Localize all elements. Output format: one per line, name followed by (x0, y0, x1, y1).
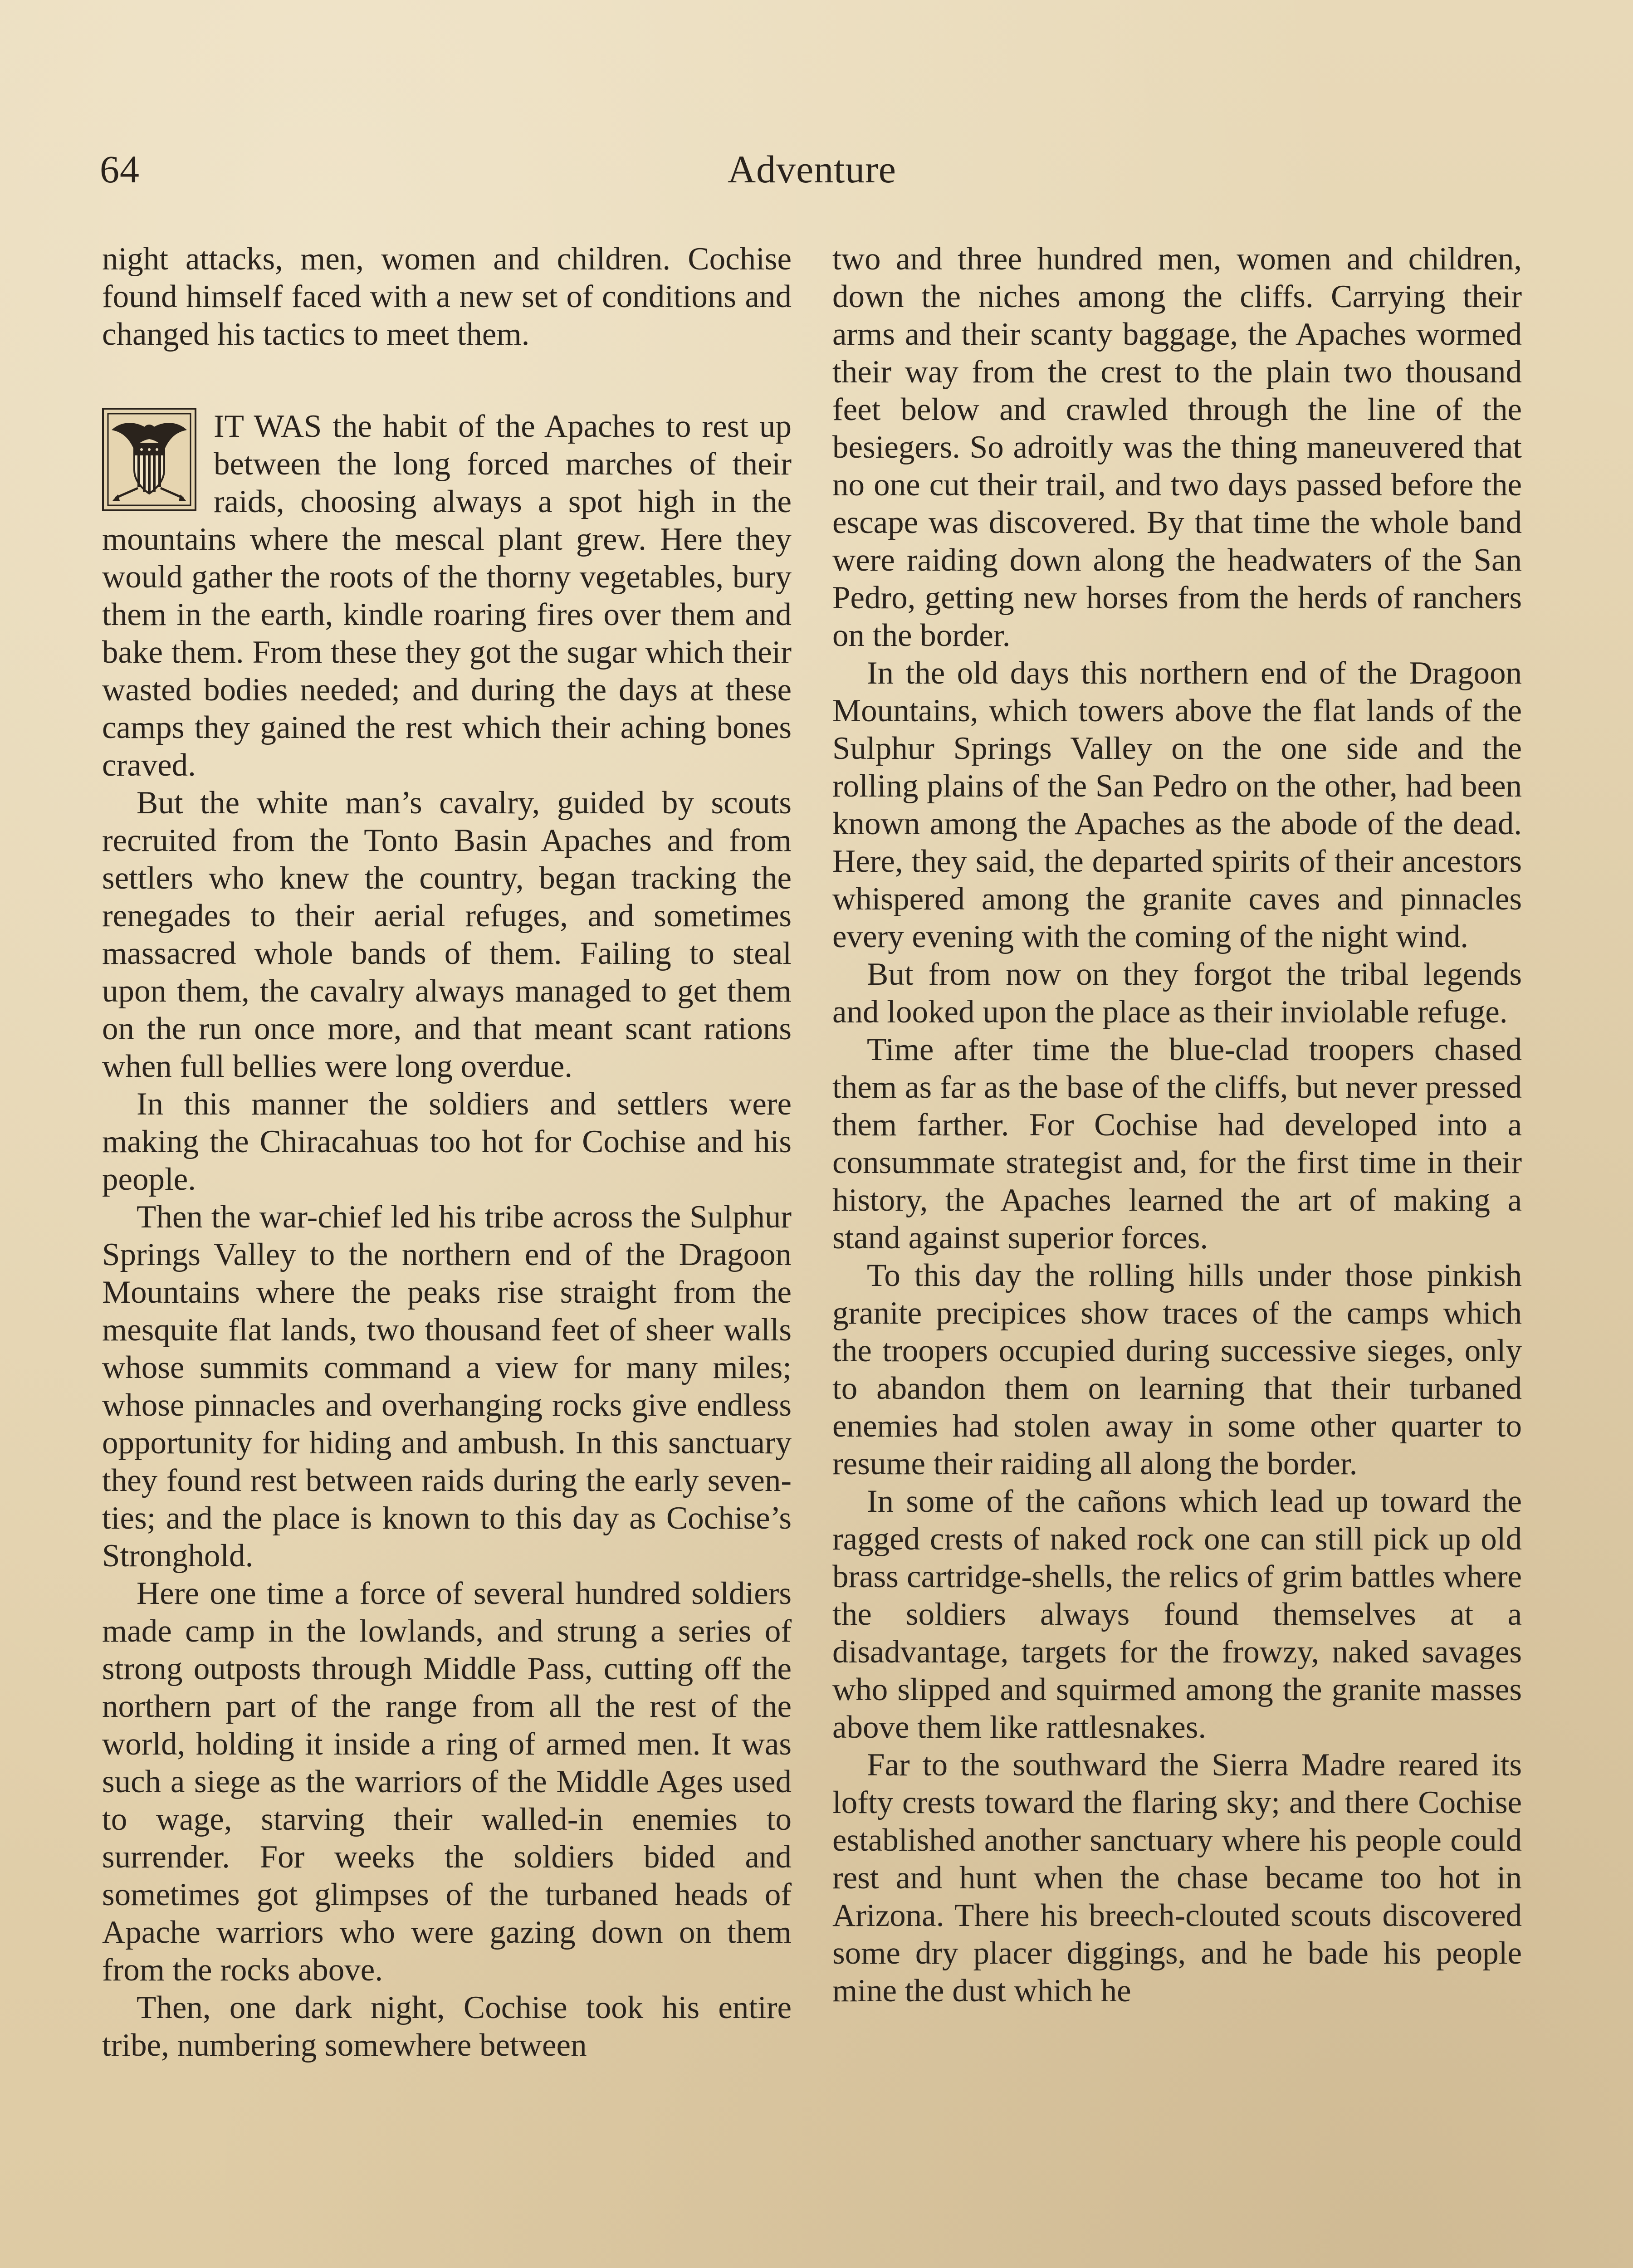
left-column (102, 240, 792, 2064)
paragraph: In the old days this northern end of the Dragoon Mountains, which towers above the flat lands of the Sulphur Springs Valley on the one side and the rolling plains of the San Pedro on the other, had been known among the Apaches as the abode of the dead. Here, they said, the departed spirits of their ancestors whispered among the granite caves and pinnacles every evening with the coming of the night wind. (832, 655, 1522, 954)
running-head-title: Adventure (728, 147, 896, 191)
paragraph: Time after time the blue-clad troopers chased them as far as the base of the cliffs, but never pressed them farther. For Cochise had developed into a consummate strategist and, for the first time in their history, the Apaches learned the art of making a stand against superior forces. (832, 1032, 1522, 1256)
paragraph: Then, one dark night, Cochise took his entire tribe, numbering somewhere between (102, 1990, 792, 2063)
paragraph: To this day the rolling hills under those pinkish granite precipices show traces of the camps which the troopers occupied during successive sieges, only to abandon them on learning that their turbaned enemies had stolen away in some other quarter to resume their raiding all along the border. (832, 1258, 1522, 1481)
paragraph: Then the war-chief led his tribe across the Sulphur Springs Valley to the northern end of the Dragoon Mountains where the peaks rise straight from the mesquite flat lands, two thousand feet of sheer walls whose summits command a view for many miles; whose pinnacles and overhanging rocks give endless opportunity for hiding and ambush. In this sanctuary they found rest between raids during the early seventies; and the place is known to this day as Cochise’s Stronghold. (102, 1199, 792, 1574)
page-header (100, 147, 1524, 204)
paragraph: But from now on they forgot the tribal legends and looked upon the place as their inviolable refuge. (832, 957, 1522, 1030)
paragraph: But the white man’s cavalry, guided by scouts recruited from the Tonto Basin Apaches and from settlers who knew the country, began tracking the renegades to their aerial refuges, and sometimes massacred whole bands of them. Failing to steal upon them, the cavalry always managed to get them on the run once more, and that meant scant rations when full bellies were long overdue. (102, 785, 792, 1084)
page-number: 64 (100, 147, 140, 191)
paragraph: Far to the southward the Sierra Madre reared its lofty crests toward the flaring sky; and there Cochise established another sanctuary where his people could rest and hunt when the chase became too hot in Arizona. There his breech-clouted scouts discovered some dry placer diggings, and he bade his people mine the dust which he (832, 1747, 1522, 2009)
right-column (832, 240, 1522, 2010)
paragraph: Here one time a force of several hundred soldiers made camp in the lowlands, and strung a series of strong outposts through Middle Pass, cutting off the northern part of the range from all the rest of the world, holding it inside a ring of armed men. It was such a siege as the warriors of the Middle Ages used to wage, starving their walled-in enemies to surrender. For weeks the soldiers bided and sometimes got glimpses of the turbaned heads of Apache warriors who were gazing down on them from the rocks above. (102, 1576, 792, 1988)
eagle-shield-drawing (106, 412, 192, 507)
paragraph: two and three hundred men, women and children, down the niches among the cliffs. Carrying their arms and their scanty baggage, the Apaches wormed their way from the crest to the plain two thousand feet below and crawled through the line of the besiegers. So adroitly was the thing maneuvered that no one cut their trail, and two days passed before the escape was discovered. By that time the whole band were raiding down along the headwaters of the San Pedro, getting new horses from the herds of ranchers on the border. (832, 241, 1522, 653)
eagle-shield-icon (102, 408, 196, 511)
paragraph: night attacks, men, women and children. Cochise found himself faced with a new set of conditions and changed his tactics to meet them. (102, 241, 792, 352)
section-opening-paragraph: IT WAS the habit of the Apaches to rest up between the long forced marches of their raids, choosing always a spot high in the mountains where the mescal plant grew. Here they would gather the roots of the thorny vegetables, bury them in the earth, kindle roaring fires over them and bake them. From these they got the sugar which their wasted bodies needed; and during the days at these camps they gained the rest which their aching bones craved. (102, 409, 792, 783)
paragraph: In this manner the soldiers and settlers were making the Chiracahuas too hot for Cochise and his people. (102, 1086, 792, 1197)
paragraph: In some of the cañons which lead up toward the ragged crests of naked rock one can still pick up old brass cartridge-shells, the relics of grim battles where the soldiers always found themselves at a disadvantage, targets for the frowzy, naked savages who slipped and squirmed among the granite masses above them like rattlesnakes. (832, 1484, 1522, 1745)
